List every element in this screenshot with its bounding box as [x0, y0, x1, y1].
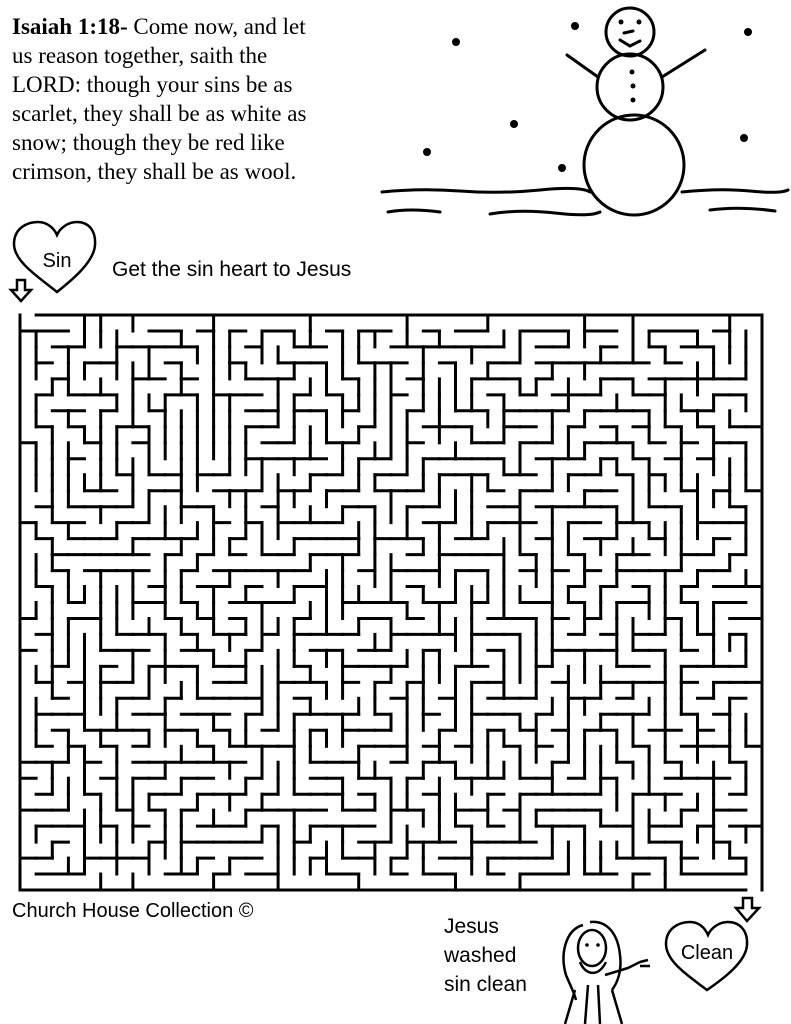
- snowflake: [740, 134, 748, 142]
- caption-line: sin clean: [444, 973, 527, 996]
- snowman-nose: [624, 31, 633, 33]
- verse-line: crimson, they shall be as wool.: [12, 159, 297, 184]
- snowflake: [744, 28, 752, 36]
- snow-ground-1: [382, 188, 590, 192]
- snow-ground-3: [388, 210, 440, 212]
- snowflake: [423, 148, 431, 156]
- snowman-illustration: [0, 0, 791, 230]
- snowman-bottom: [584, 115, 684, 215]
- jesus-caption: [444, 912, 554, 999]
- end-arrow-icon: [736, 898, 759, 921]
- verse-line: snow; though they be red like: [12, 130, 285, 155]
- snow-ground-4: [490, 211, 600, 215]
- snowman-mouth: [620, 40, 640, 46]
- verse-line: scarlet, they shall be as white as: [12, 101, 307, 126]
- copyright-credit: Church House Collection ©: [12, 900, 254, 922]
- caption-line: washed: [444, 944, 517, 967]
- instruction-text: Get the sin heart to Jesus: [112, 258, 352, 281]
- snowflake: [452, 38, 460, 46]
- snowflake: [571, 22, 579, 30]
- snowman-left-arm: [567, 55, 598, 77]
- snowman-right-arm: [662, 50, 705, 77]
- verse-reference: Isaiah 1:18-: [12, 14, 128, 39]
- end-heart-label: Clean: [680, 942, 734, 964]
- caption-line: Jesus: [444, 915, 499, 938]
- snow-ground-5: [710, 208, 775, 211]
- start-heart-label: Sin: [42, 250, 72, 272]
- snow-ground-2: [682, 190, 788, 193]
- snowman-middle: [597, 54, 663, 120]
- start-arrow-icon: [11, 280, 31, 301]
- snowflake: [558, 164, 566, 172]
- verse-line: us reason together, saith the: [12, 43, 268, 68]
- verse-line: LORD: though your sins be as: [12, 72, 293, 97]
- verse-line: Come now, and let: [133, 14, 306, 39]
- snowflake: [510, 120, 518, 128]
